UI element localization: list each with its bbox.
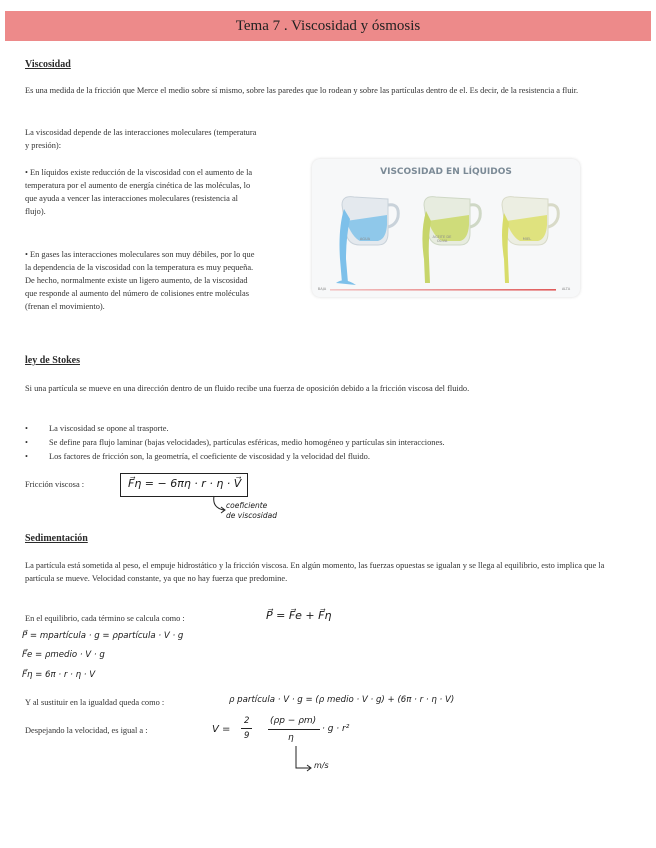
velocity-units: m/s [314, 761, 329, 770]
equation-main: P⃗ = F⃗e + F⃗η [266, 609, 332, 622]
section-heading-stokes: ley de Stokes [25, 355, 80, 366]
viscosity-axis-bar [330, 289, 556, 291]
velocity-frac-num: 2 [244, 716, 250, 726]
page-title: Tema 7 . Viscosidad y ósmosis [235, 17, 421, 34]
axis-label-alta: ALTA [561, 287, 571, 291]
equation-peso: P⃗ = mpartícula · g = ρpartícula · V · g [22, 631, 184, 641]
velocity-num: (ρp − ρm) [270, 716, 317, 726]
note-coeficiente: coeficiente [226, 501, 268, 510]
label-agua: AGUA [359, 237, 371, 241]
units-arrow-icon [292, 744, 316, 776]
equilibrio-label: En el equilibrio, cada término se calcula como : [25, 614, 185, 623]
note-viscosidad: de viscosidad [226, 511, 278, 520]
friccion-label: Fricción viscosa : [25, 480, 85, 489]
figure-title: VISCOSIDAD EN LÍQUIDOS [380, 167, 512, 177]
stokes-bullet: • La viscosidad se opone al trasporte. [25, 424, 169, 433]
velocity-frac-den: 9 [244, 731, 250, 741]
label-miel: MIEL [522, 237, 532, 241]
despejando-label: Despejando la velocidad, es igual a : [25, 726, 148, 735]
velocity-lhs: V = [212, 724, 231, 735]
viscosidad-liquidos: • En líquidos existe reducción de la viscosidad con el aumento de la temperatura por el aumento de energía cinética de las moléculas, lo que ayuda a vencer las interacciones moleculares (resistencia al flujo). [25, 168, 253, 216]
axis-label-baja: BAJA [317, 287, 327, 291]
section-heading-viscosidad: Viscosidad [25, 59, 71, 70]
label-aceite: ACEITE DE OLIVA [432, 235, 452, 243]
velocity-den: η [288, 733, 294, 743]
stokes-intro: Si una partícula se mueve en una dirección dentro de un fluido recibe una fuerza de oposición debido a la fricción viscosa del fluido. [25, 384, 470, 393]
viscosidad-definition: Es una medida de la fricción que Merce el medio sobre sí mismo, sobre las paredes que lo rodean y sobre las partículas dentro de el. Es decir, de la resistencia a fluir. [25, 86, 579, 95]
equation-friccion: F⃗η = 6π · r · η · V [22, 670, 96, 680]
viscosidad-dependence: La viscosidad depende de las interacciones moleculares (temperatura y presión): [25, 128, 257, 150]
fraction-bar [241, 728, 252, 729]
section-heading-sedimentacion: Sedimentación [25, 533, 88, 544]
title-bar [5, 11, 651, 41]
stokes-formula: F⃗η = − 6πη · r · η · V⃗ [128, 477, 242, 490]
velocity-tail: · g · r² [322, 724, 350, 734]
pitchers-illustration [312, 159, 580, 297]
equation-empuje: F⃗e = ρmedio · V · g [22, 650, 105, 660]
sedimentacion-text: La partícula está sometida al peso, el empuje hidrostático y la fricción viscosa. En algún momento, las fuerzas opuestas se igualan y se llega al equilibrio, esto implica que la partícula se mueve. Velocidad constante, ya que no hay fuerza que predomine. [25, 561, 605, 583]
fraction-bar [268, 729, 320, 730]
sustituir-label: Y al sustituir en la igualdad queda como : [25, 698, 165, 707]
viscosity-figure [312, 159, 580, 297]
stokes-bullet: • Los factores de fricción son, la geometría, el coeficiente de viscosidad y la velocidad del fluido. [25, 452, 370, 461]
equation-sustitucion: ρ partícula · V · g = (ρ medio · V · g) + (6π · r · η · V) [229, 695, 455, 705]
stokes-bullet: • Se define para flujo laminar (bajas velocidades), partículas esféricas, medio homogéneo y partículas sin interacciones. [25, 438, 445, 447]
viscosidad-gases: • En gases las interacciones moleculares son muy débiles, por lo que la dependencia de la viscosidad con la temperatura es muy pequeña. De hecho, normalmente existe un ligero aumento, de la viscosidad que responde al aumento del número de colisiones entre moléculas (frenan el movimiento). [25, 250, 255, 311]
